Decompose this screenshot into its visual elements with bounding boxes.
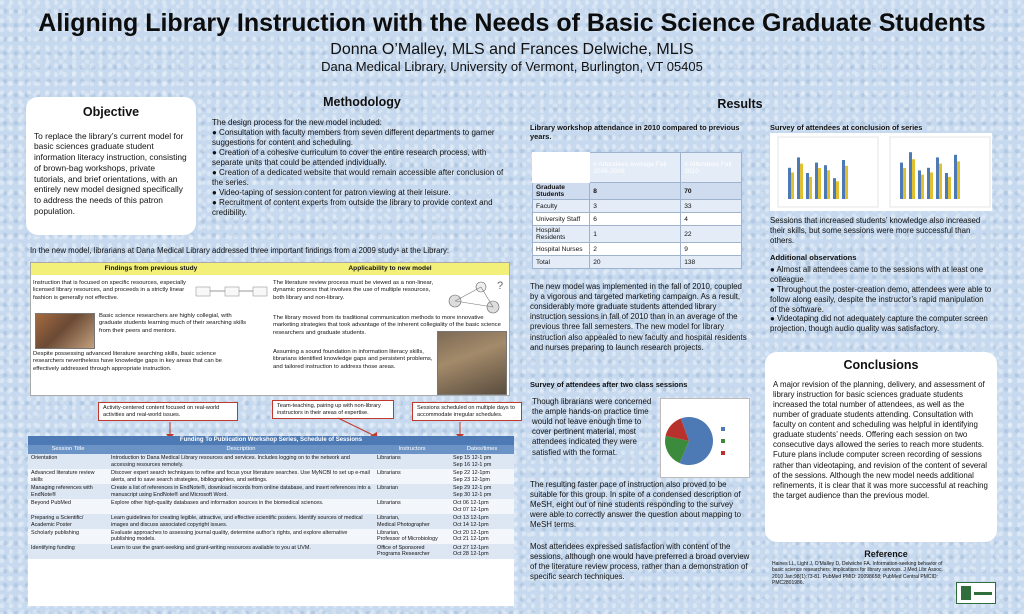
schedule-table-container [28, 436, 514, 606]
session-title: Beyond PubMed [28, 499, 108, 514]
session-dates: Oct 20 12-1pm Oct 21 12-1pm [450, 529, 514, 544]
session-title: Identifying funding [28, 544, 108, 559]
bar [909, 152, 912, 199]
finding-3: Despite possessing advanced literature searching skills, basic science researchers nevertheless have knowledge gaps in key areas that can be effectively addressed through appropriate instruction. [33, 351, 222, 372]
network-process-graphic [441, 275, 507, 319]
library-logo [956, 582, 996, 604]
poster-institution: Dana Medical Library, University of Vermont, Burlington, VT 05405 [321, 59, 703, 74]
session-title: Managing references with EndNote® [28, 484, 108, 499]
methodology-intro: The design process for the new model included: [212, 118, 382, 127]
reference-heading: Reference [864, 549, 908, 559]
table-row [533, 200, 742, 213]
table-row [28, 529, 514, 544]
observations-heading: Additional observations [770, 253, 857, 262]
bar [788, 168, 791, 199]
results-heading: Results [717, 97, 763, 111]
session-description: Explore other high-quality databases and information sources in the biomedical sciences. [108, 499, 374, 514]
bar [948, 177, 951, 199]
bar [815, 163, 818, 199]
findings-intro: In the new model, librarians at Dana Medical Library addressed three important findings from a 2009 study¹ at the Library: [30, 246, 450, 255]
att-cell: 70 [681, 183, 742, 200]
session-instructors: Librarians [374, 469, 450, 484]
finding-1: Instruction that is focused on specific resources, especially licensed library resources, and proceeds in a strictly linear fashion is generally not effective. [33, 280, 186, 301]
att-cell: 22 [681, 226, 742, 243]
bar [900, 163, 903, 199]
session-dates: Oct 27 12-1pm Oct 28 12-1pm [450, 544, 514, 559]
series-text: Sessions that increased students’ knowledge also increased their skills, but some sessions were more successful than others. [770, 216, 981, 246]
bar [921, 175, 924, 199]
conclusions-heading: Conclusions [843, 358, 919, 372]
conclusions-text: A major revision of the planning, delivery, and assessment of library instruction for basic sciences graduate students increased the total number of attendees, as well as the number of graduate students attending. Consultation with faculty on content and scheduling was helpful in identifying graduate students’ needs. Offering each session on two consecutive days allowed the series to reach more students. Future plans include computer screen recording of sessions rather than videotaping, and revision of the content of several of the sessions. Although the new model needs additional refinements, it is clear that it was more successful at reaching the target audience than the previous model. [773, 379, 988, 500]
session-dates: Sep 15 12-1 pm Sep 16 12-1 pm [450, 454, 514, 469]
schedule-header-instructors: Instructors [374, 445, 450, 454]
bar [824, 165, 827, 199]
session-description: Learn to use the grant-seeking and grant-writing resources available to you at UVM. [108, 544, 374, 559]
session-instructors: Librarians [374, 454, 450, 469]
methodology-bullet: ● Creation of a cohesive curriculum to cover the entire research process, with separate units that could be attended individually. [212, 148, 487, 167]
bar [806, 173, 809, 199]
callout-activity-centered: Activity-centered content focused on real-world activities and real-world issues. [98, 402, 238, 421]
classroom-photo [437, 331, 507, 395]
bar [918, 170, 921, 199]
results-paragraph-1: The new model was implemented in the fall of 2010, coupled by a vigorous and targeted marketing campaign. As a result, considerably more graduate students attended library instruction sessions in fall of 2010 than in an average of the previous three fall semesters. The new model for library instruction also appealed to new faculty and hospital residents and nurses preparing to launch research projects. [530, 282, 747, 352]
methodology-bullet: ● Consultation with faculty members from seven different departments to garner suggestions for content and scheduling. [212, 128, 495, 147]
results-paragraph-2: The resulting faster pace of instruction also proved to be suitable for this group. In spite of a condensed description of MeSH, eight out of nine students responding to the survey were able to correctly answer the question about mapping to MeSH terms. [530, 480, 741, 530]
table-row [533, 213, 742, 226]
methodology-bullet: ● Creation of a dedicated website that would remain accessible after conclusion of the series. [212, 168, 504, 187]
table-row [533, 183, 742, 200]
table-row [28, 514, 514, 529]
objective-panel [26, 97, 196, 235]
session-instructors: Librarian, Medical Photographer [374, 514, 450, 529]
students-photo [35, 313, 95, 349]
bar [836, 181, 839, 199]
session-title: Scholarly publishing [28, 529, 108, 544]
series-caption: Survey of attendees at conclusion of series [770, 123, 923, 132]
session-title: Preparing a Scientific/ Academic Poster [28, 514, 108, 529]
observation-item: ● Videotaping did not adequately capture the computer screen projection, though audio quality was satisfactory. [770, 314, 988, 334]
applicability-1: The literature review process must be viewed as a non-linear, dynamic process that involves the use of multiple resources, both library and non-library. [273, 280, 434, 301]
bar [954, 155, 957, 199]
session-description: Evaluate approaches to assessing journal quality, determine author’s rights, and explore alternative publishing models. [108, 529, 374, 544]
bar [800, 164, 803, 199]
session-instructors: Librarian, Professor of Microbiology [374, 529, 450, 544]
methodology-bullet: ● Video-taping of session content for patron viewing at their leisure. [212, 188, 451, 197]
bar [809, 177, 812, 199]
bar [939, 164, 942, 199]
bar [930, 172, 933, 199]
series-charts-panel [770, 133, 992, 211]
applicability-3: Assuming a sound foundation in information literacy skills, librarians identified knowledge gaps and persistent problems, and tailored instruction to address those areas. [273, 349, 433, 370]
two-class-text: Though librarians were concerned the ample hands-on practice time would not leave enough time to cover pertinent material, most attendees indicated they were satisfied with the format. [532, 397, 652, 457]
findings-col2-header: Applicability to new model [348, 265, 432, 272]
session-description: Create a list of references in EndNote®, download records from online database, and insert references into a manuscript using EndNote® and Microsoft Word. [108, 484, 374, 499]
objective-heading: Objective [82, 105, 140, 119]
table-row [533, 243, 742, 256]
session-instructors: Librarian [374, 484, 450, 499]
results-paragraph-3: Most attendees expressed satisfaction with content of the sessions, although one would have preferred a broad overview of the literature review process, rather than a demonstration of specific search techniques. [530, 542, 750, 582]
att-cell: Graduate Students [533, 183, 590, 200]
att-cell: 6 [590, 213, 681, 226]
att-header-2010: # Attendees Fall 2010 [681, 153, 742, 183]
session-instructors: Office of Sponsored Programs Researcher [374, 544, 450, 559]
bar [833, 178, 836, 199]
methodology-bullet: ● Recruitment of content experts from outside the library to provide context and credibility. [212, 198, 493, 217]
att-header-blank [533, 153, 590, 183]
pie-chart-panel [660, 398, 750, 478]
linear-process-graphic [195, 279, 271, 309]
legend-swatch [721, 451, 725, 455]
table-row [28, 499, 514, 514]
legend-swatch [721, 427, 725, 431]
table-row [28, 469, 514, 484]
session-dates: Sep 29 12-1 pm Sep 30 12-1 pm [450, 484, 514, 499]
findings-table [30, 262, 510, 396]
session-description: Discover expert search techniques to refine and focus your literature searches. Use MyNCBI to set up e-mail alerts, and to save search strategies, bibliographies, and settings. [108, 469, 374, 484]
bar [957, 161, 960, 199]
bar [945, 173, 948, 199]
bar [936, 157, 939, 199]
schedule-title: Funding To Publication Workshop Series, Schedule of Sessions [28, 436, 514, 445]
att-cell: Total [533, 256, 590, 269]
poster-authors: Donna O’Malley, MLS and Frances Delwiche, MLIS [330, 41, 694, 58]
session-description: Learn guidelines for creating legible, attractive, and effective scientific posters. Identify sources of medical images and discuss associated copyright issues. [108, 514, 374, 529]
session-description: Introduction to Dana Medical Library resources and services. Includes logging on to the network and accessing resources remotely. [108, 454, 374, 469]
schedule-header-dates: Dates/times [450, 445, 514, 454]
bar [912, 159, 915, 199]
session-dates: Sep 22 12-1pm Sep 23 12-1pm [450, 469, 514, 484]
att-cell: Faculty [533, 200, 590, 213]
bar [927, 168, 930, 199]
bar [827, 170, 830, 199]
callout-team-teaching: Team-teaching, pairing up with non-library instructors in their areas of expertise. [272, 400, 394, 419]
objective-text: To replace the library’s current model for basic sciences graduate student information literacy instruction, consisting of brown-bag workshops, private tutorials, and brief orientations, with an entirely new model designed specifically to address the needs of this patron population. [34, 130, 187, 216]
schedule-header-title: Session Title [28, 445, 108, 454]
observation-item: ● Almost all attendees came to the sessions with at least one colleague. [770, 265, 984, 284]
att-cell: 138 [681, 256, 742, 269]
finding-2: Basic science researchers are highly collegial, with graduate students learning much of their searching skills from their peers and mentors. [99, 313, 247, 334]
table-row [28, 484, 514, 499]
bar [797, 157, 800, 199]
applicability-2: The library moved from its traditional communication methods to more innovative marketing strategies that took advantage of the inherent collegiality of the basic science researchers and graduate students. [273, 315, 501, 336]
observation-item: ● Throughout the poster-creation demo, attendees were able to follow along easily, despite the instructor’s rapid manipulation of the software. [770, 284, 992, 314]
att-cell: 1 [590, 226, 681, 243]
schedule-table [28, 436, 514, 559]
methodology-heading: Methodology [323, 95, 401, 109]
bar [845, 166, 848, 199]
table-row [28, 454, 514, 469]
att-cell: Hospital Nurses [533, 243, 590, 256]
pie-chart [661, 399, 751, 479]
session-title: Orientation [28, 454, 108, 469]
att-cell: Hospital Residents [533, 226, 590, 243]
bar [791, 172, 794, 199]
session-dates: Oct 13 12-1pm Oct 14 12-1pm [450, 514, 514, 529]
callout-multiple-days: Sessions scheduled on multiple days to accommodate irregular schedules. [412, 402, 522, 421]
attendance-caption: Library workshop attendance in 2010 compared to previous years. [530, 123, 740, 142]
att-cell: 20 [590, 256, 681, 269]
observations-list [770, 265, 992, 334]
session-title: Advanced literature review skills [28, 469, 108, 484]
findings-col1-header: Findings from previous study [104, 265, 198, 272]
att-cell: 3 [590, 200, 681, 213]
table-row [28, 544, 514, 559]
att-header-avg: # Attendees Average Fall 2006-2008 [590, 153, 681, 183]
att-cell: 9 [681, 243, 742, 256]
methodology-text [212, 118, 512, 218]
table-row [533, 226, 742, 243]
att-cell: 8 [590, 183, 681, 200]
conclusions-panel [765, 352, 997, 542]
two-class-caption: Survey of attendees after two class sessions [530, 380, 688, 389]
att-cell: 33 [681, 200, 742, 213]
schedule-header-description: Description [108, 445, 374, 454]
attendance-table [532, 152, 742, 269]
session-instructors: Librarians [374, 499, 450, 514]
bar [903, 168, 906, 199]
table-row [533, 256, 742, 269]
att-cell: 2 [590, 243, 681, 256]
svg-text:?: ? [497, 280, 504, 292]
att-cell: University Staff [533, 213, 590, 226]
session-dates: Oct 06 12-1pm Oct 07 12-1pm [450, 499, 514, 514]
reference-text: Haines LL, Light J, O'Malley D, Delwiche FA. Information-seeking behavior of basic science researchers: implications for library services. J Med Libr Assoc. 2010 Jan;98(1):73-81. PubMed PMID: 20098658; PubMed Central PMCID: PMC2801986. [772, 561, 943, 586]
series-bar-charts [770, 133, 992, 211]
legend-swatch [721, 439, 725, 443]
poster-title: Aligning Library Instruction with the Needs of Basic Science Graduate Students [38, 9, 986, 37]
att-cell: 4 [681, 213, 742, 226]
bar [818, 168, 821, 199]
bar [842, 160, 845, 199]
